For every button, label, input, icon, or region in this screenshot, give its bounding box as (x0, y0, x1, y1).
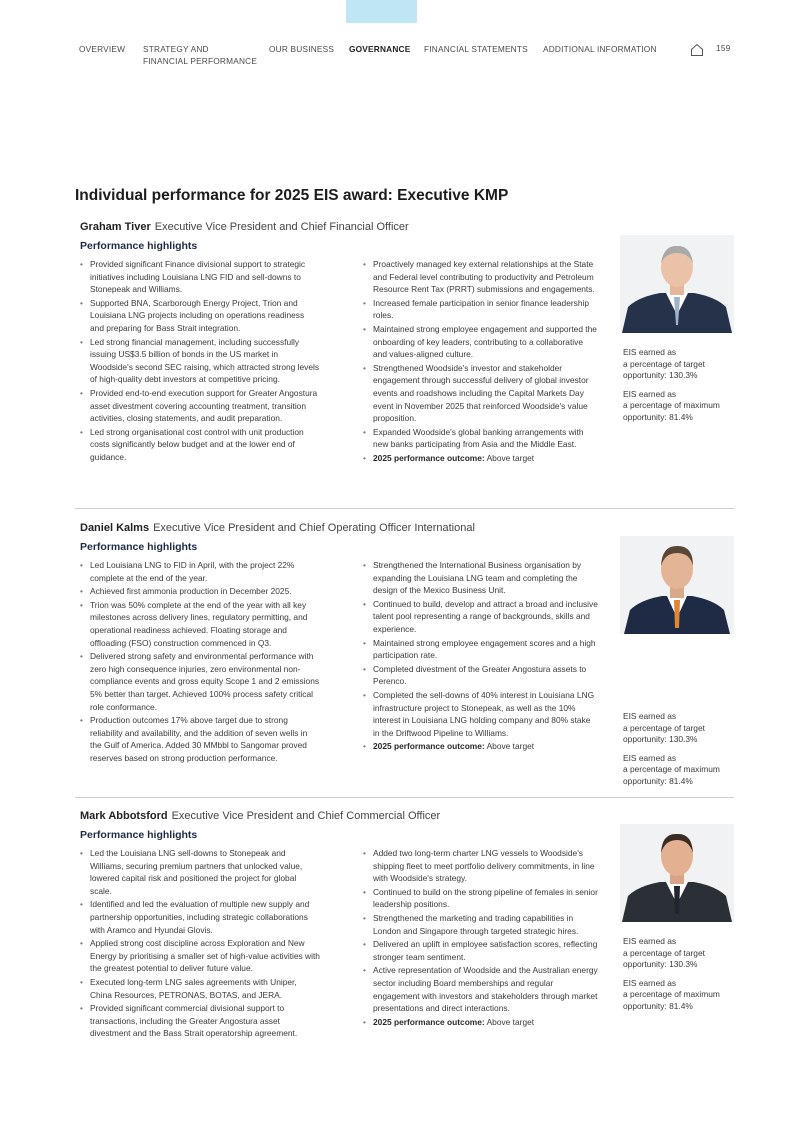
outcome-label: 2025 performance outcome: (373, 741, 485, 752)
executive-section (75, 221, 734, 506)
executive-name: Graham Tiver (80, 221, 151, 233)
eis-target-percentage: EIS earned as a percentage of target opportunity: 130.3% (623, 936, 705, 970)
executive-section (75, 522, 734, 794)
highlights-right-column (363, 847, 598, 1029)
highlight-item: • Completed the sell-downs of 40% interest in Louisiana LNG infrastructure project to Stonepeak, as well as the 10% interest in Louisiana LNG holding company and 80% stake in the Driftwood Pipeline to Williams. (363, 689, 598, 739)
highlight-item: • Applied strong cost discipline across Exploration and New Energy by prioritising a smaller set of high-value activities with the greatest potential to deliver future value. (80, 937, 320, 975)
executive-role: Executive Vice President and Chief Financial Officer (154, 221, 409, 233)
executive-name: Daniel Kalms (80, 522, 150, 534)
highlight-item: • Delivered strong safety and environmental performance with zero high consequence injuries, zero environmental non-compliance events and gross equity Scope 1 and 2 emissions 5% better than target. Achieved 100% process safety critical role conformance. (80, 650, 320, 713)
highlight-item: • Trion was 50% complete at the end of the year with all key milestones across delivery lines, regulatory permitting, and operational readiness achieved. Floating storage and offloading (FSO) construction commenced in Q3. (80, 599, 320, 649)
performance-outcome (363, 1016, 598, 1029)
highlight-item: • Added two long-term charter LNG vessels to Woodside's shipping fleet to meet portfolio delivery commitments, in line with Woodside's strategy. (363, 847, 598, 885)
executive-portrait (620, 235, 734, 333)
highlight-item: • Maintained strong employee engagement scores and a high participation rate. (363, 637, 598, 662)
performance-highlights-heading: Performance highlights (80, 541, 198, 553)
highlight-item: • Strengthened the International Business organisation by expanding the Louisiana LNG team and completing the design of the Mexico Business Unit. (363, 559, 598, 597)
eis-target-percentage: EIS earned as a percentage of target opportunity: 130.3% (623, 347, 705, 381)
portrait-illustration (620, 824, 734, 922)
nav-overview[interactable]: OVERVIEW (79, 44, 126, 54)
eis-summary (623, 347, 738, 431)
executive-section (75, 810, 734, 1070)
eis-summary (623, 936, 738, 1020)
performance-highlights-heading: Performance highlights (80, 829, 198, 841)
highlight-item: • Increased female participation in senior finance leadership roles. (363, 297, 598, 322)
executive-heading (80, 810, 440, 822)
executive-heading (80, 221, 409, 233)
eis-maximum-percentage: EIS earned as a percentage of maximum opportunity: 81.4% (623, 752, 720, 786)
highlight-item: • Continued to build on the strong pipeline of females in senior leadership positions. (363, 886, 598, 911)
section-tab-marker (346, 0, 417, 23)
executive-name: Mark Abbotsford (80, 810, 168, 822)
page-title: Individual performance for 2025 EIS award: Executive KMP (75, 187, 509, 204)
executive-heading (80, 522, 475, 534)
highlight-item: • Delivered an uplift in employee satisfaction scores, reflecting stronger team sentiment. (363, 938, 598, 963)
page-number: 159 (716, 43, 731, 53)
highlight-item: • Completed divestment of the Greater Angostura assets to Perenco. (363, 663, 598, 688)
executive-role: Executive Vice President and Chief Commercial Officer (171, 810, 441, 822)
highlights-right-column (363, 559, 598, 754)
highlight-item: • Identified and led the evaluation of multiple new supply and partnership opportunities, including strategic collaborations with Aramco and Hyundai Glovis. (80, 898, 320, 936)
executive-portrait (620, 824, 734, 922)
executive-role: Executive Vice President and Chief Operating Officer International (153, 522, 475, 534)
eis-target-percentage: EIS earned as a percentage of target opportunity: 130.3% (623, 711, 705, 745)
highlights-left-column (80, 258, 320, 465)
highlight-item: • Led strong financial management, including successfully issuing US$3.5 billion of bonds in the US market in Woodside's second SEC raising, which attracted strong levels of high-quality debt investors at competitive pricing. (80, 336, 320, 386)
nav-governance[interactable]: GOVERNANCE (349, 44, 411, 54)
section-divider (75, 797, 734, 798)
highlight-item: • Achieved first ammonia production in December 2025. (80, 585, 320, 598)
highlight-item: • Maintained strong employee engagement and supported the onboarding of key leaders, contributing to a collaborative and values-aligned culture. (363, 323, 598, 361)
highlight-item: • Executed long-term LNG sales agreements with Uniper, China Resources, PETRONAS, BOTAS, and JERA. (80, 976, 320, 1001)
highlights-left-column (80, 559, 320, 766)
portrait-illustration (620, 235, 734, 333)
performance-outcome (363, 452, 598, 465)
nav-strategy-financial-performance[interactable]: STRATEGY AND FINANCIAL PERFORMANCE (143, 44, 258, 66)
outcome-label: 2025 performance outcome: (373, 1016, 485, 1027)
performance-highlights-heading: Performance highlights (80, 240, 198, 252)
highlight-item: • Strengthened Woodside's investor and stakeholder engagement through successful delivery of global investor events and roadshows including the Capital Markets Day event in November 2025 that reinforced Woodside's value proposition. (363, 362, 598, 425)
eis-summary (623, 711, 738, 795)
highlight-item: • Supported BNA, Scarborough Energy Project, Trion and Louisiana LNG projects including on operations readiness and preparing for Bass Strait integration. (80, 297, 320, 335)
home-icon[interactable] (690, 43, 704, 57)
portrait-illustration (620, 536, 734, 634)
performance-outcome (363, 740, 598, 753)
highlight-item: • Led the Louisiana LNG sell-downs to Stonepeak and Williams, securing premium partners that unlocked value, lowered capital risk and positioned the project for global scale. (80, 847, 320, 897)
eis-maximum-percentage: EIS earned as a percentage of maximum opportunity: 81.4% (623, 388, 720, 422)
outcome-value: Above target (486, 452, 535, 463)
highlight-item: • Expanded Woodside's global banking arrangements with new banks participating from Asia and the Middle East. (363, 426, 598, 451)
highlight-item: • Provided significant Finance divisional support to strategic initiatives including Louisiana LNG FID and sell-downs to Stonepeak and Williams. (80, 258, 320, 296)
highlight-item: • Active representation of Woodside and the Australian energy sector including Board memberships and regular engagement with investors and stakeholders through market presentations and direct interactions. (363, 964, 598, 1014)
highlights-right-column (363, 258, 598, 466)
highlight-item: • Provided significant commercial divisional support to transactions, including the Greater Angostura asset divestment and the Bass Strait operatorship agreement. (80, 1002, 320, 1040)
highlight-item: • Provided end-to-end execution support for Greater Angostura asset divestment covering accounting treatment, transition activities, closing statements, and audit preparation. (80, 387, 320, 425)
section-divider (75, 508, 734, 509)
outcome-value: Above target (486, 741, 535, 752)
nav-financial-statements[interactable]: FINANCIAL STATEMENTS (424, 44, 528, 54)
highlights-left-column (80, 847, 320, 1041)
eis-maximum-percentage: EIS earned as a percentage of maximum opportunity: 81.4% (623, 977, 720, 1011)
highlight-item: • Production outcomes 17% above target due to strong reliability and availability, and the addition of seven wells in the Gulf of America. Added 30 MMbbl to Sangomar proved reserves based on strong production performance. (80, 714, 320, 764)
outcome-value: Above target (486, 1016, 535, 1027)
outcome-label: 2025 performance outcome: (373, 452, 485, 463)
highlight-item: • Continued to build, develop and attract a broad and inclusive talent pool representing a range of backgrounds, skills and experience. (363, 598, 598, 636)
nav-our-business[interactable]: OUR BUSINESS (269, 44, 335, 54)
executive-portrait (620, 536, 734, 634)
highlight-item: • Strengthened the marketing and trading capabilities in London and Singapore through targeted strategic hires. (363, 912, 598, 937)
highlight-item: • Led strong organisational cost control with unit production costs significantly below budget and at the lower end of guidance. (80, 426, 320, 464)
highlight-item: • Proactively managed key external relationships at the State and Federal level contributing to productivity and Petroleum Resource Rent Tax (PRRT) submissions and engagements. (363, 258, 598, 296)
highlight-item: • Led Louisiana LNG to FID in April, with the project 22% complete at the end of the year. (80, 559, 320, 584)
nav-additional-information[interactable]: ADDITIONAL INFORMATION (543, 44, 657, 54)
